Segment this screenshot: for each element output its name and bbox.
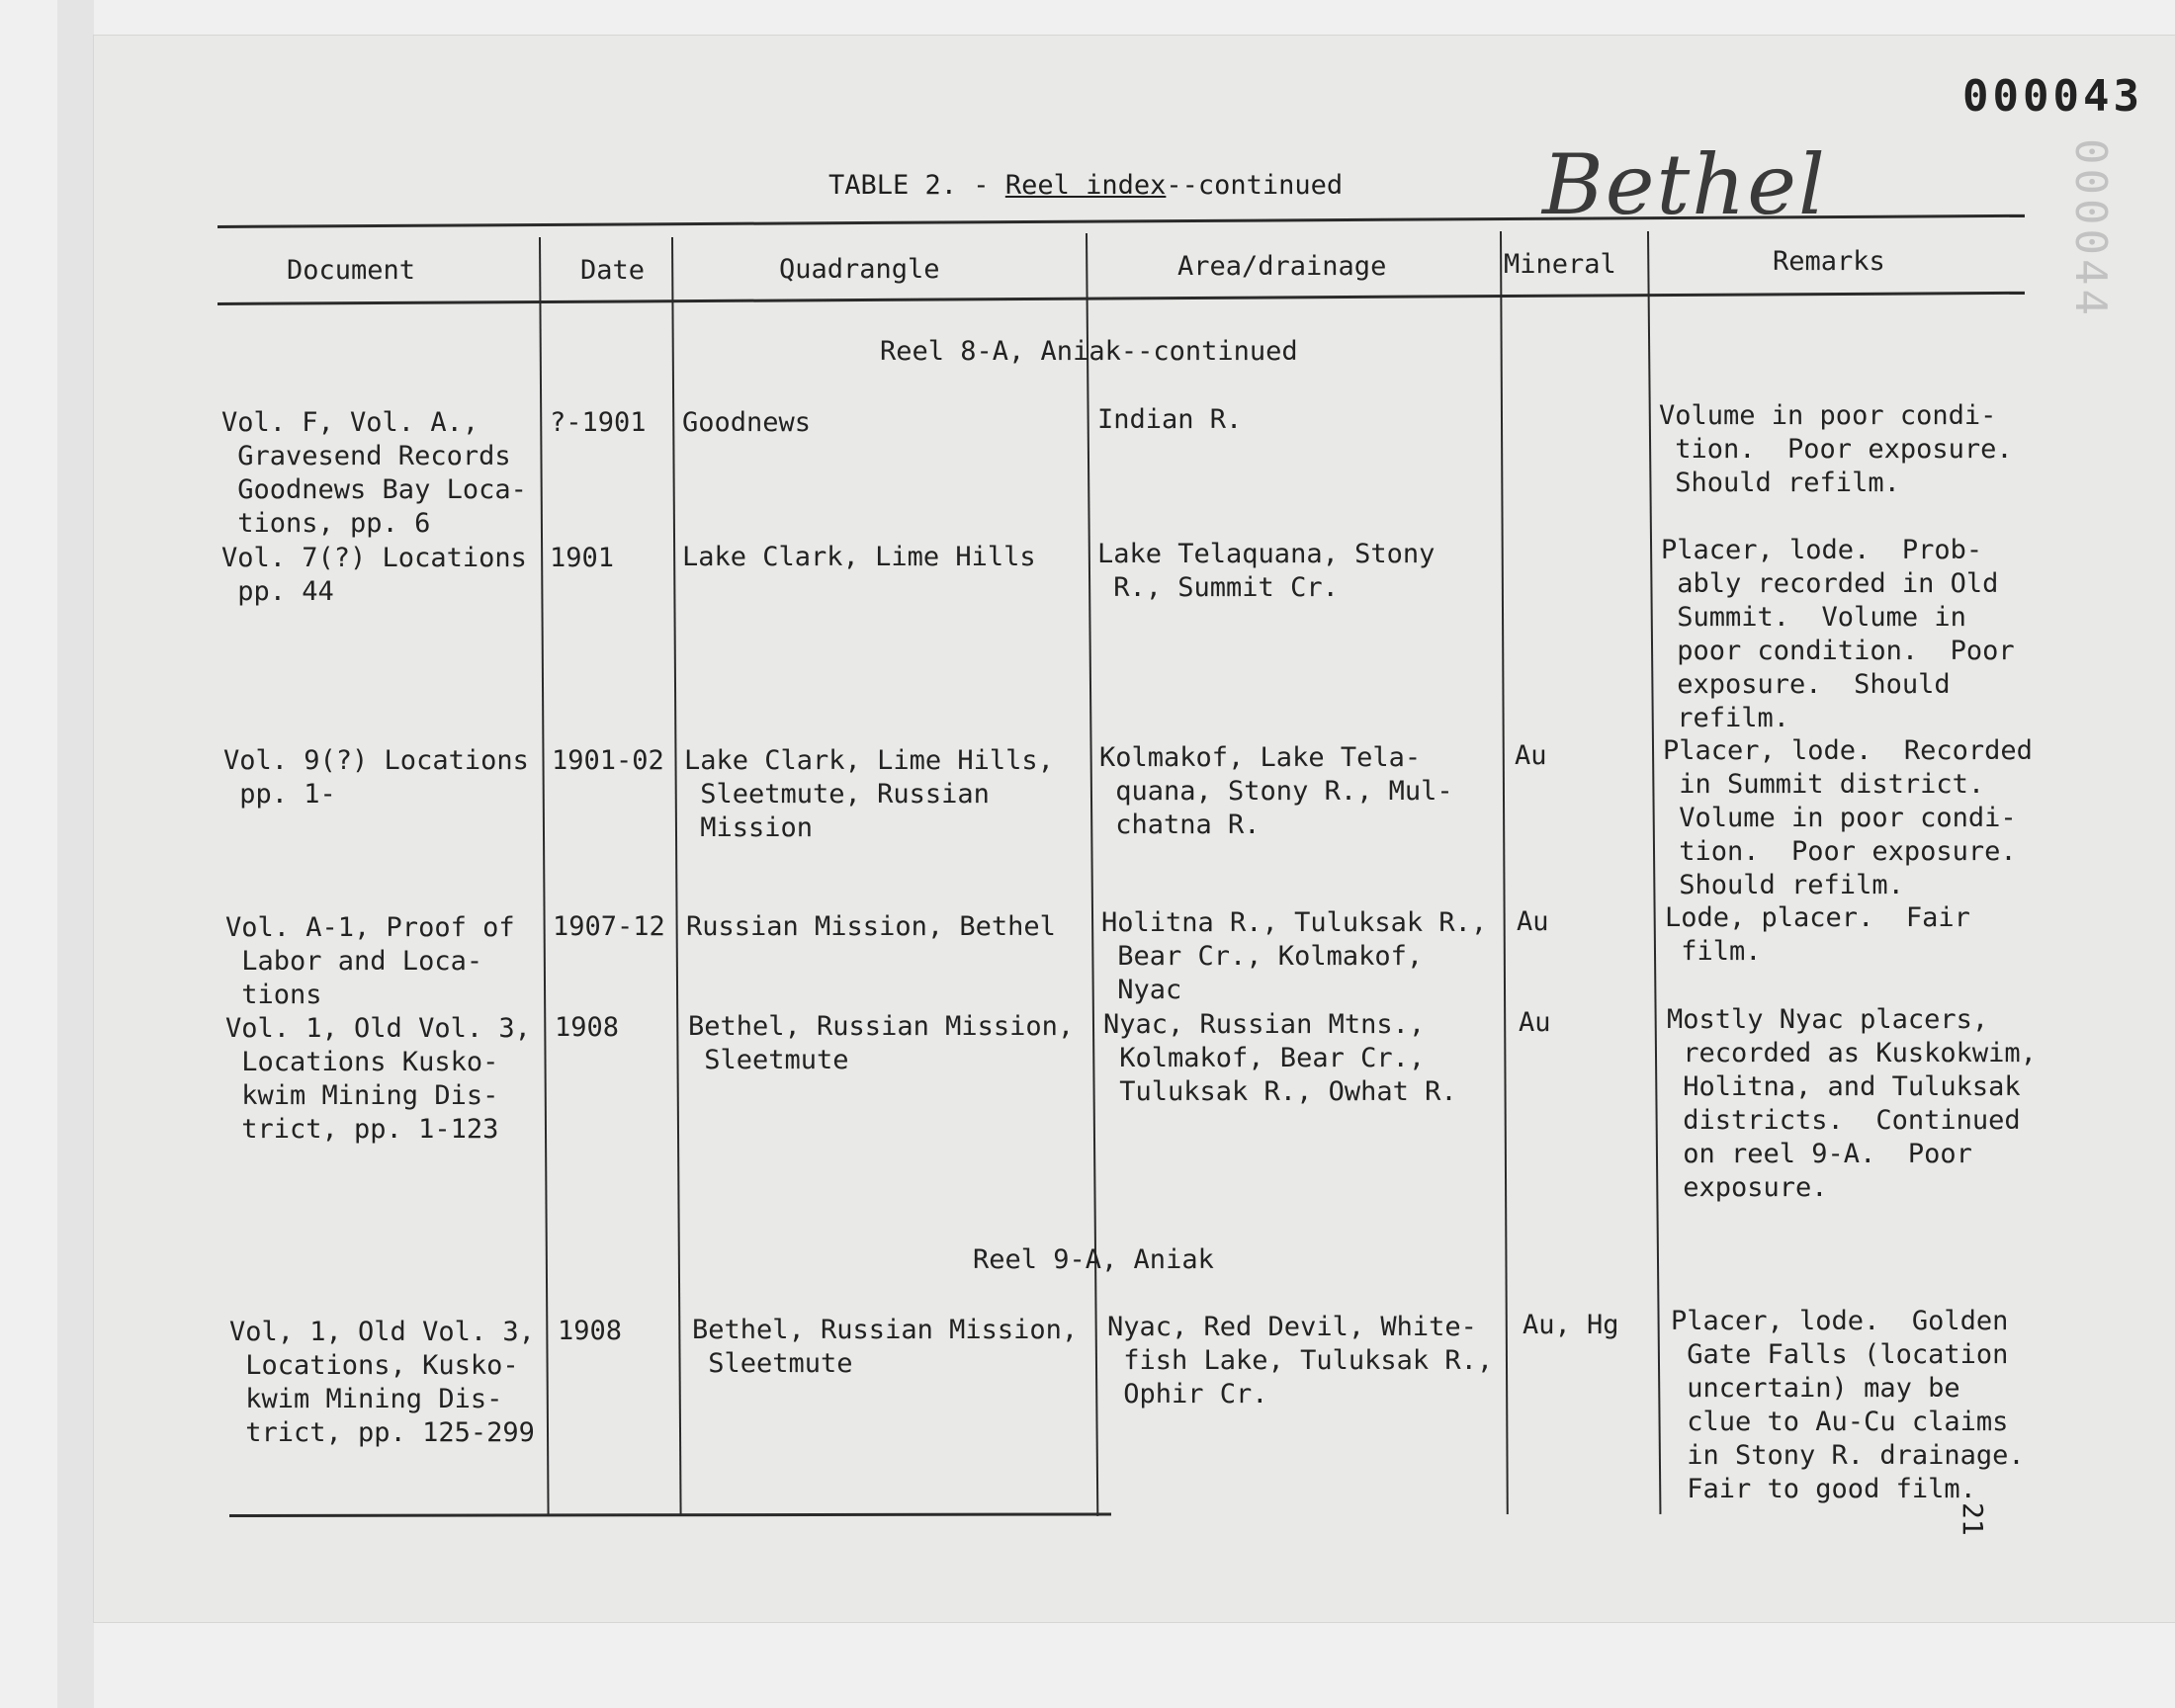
- archive-stamp-number: 000043: [1962, 71, 2143, 122]
- cell-quadrangle: Bethel, Russian Mission, Sleetmute: [688, 1011, 1075, 1075]
- cell-date: 1901-02: [552, 745, 664, 776]
- cell-quadrangle: Lake Clark, Lime Hills, Sleetmute, Russian Mission: [684, 745, 1054, 843]
- cell-remarks: Lode, placer. Fair film.: [1665, 902, 1970, 967]
- scan-edge: [57, 0, 94, 1708]
- cell-quadrangle: Russian Mission, Bethel: [686, 911, 1056, 942]
- header-document: Document: [287, 255, 416, 286]
- header-quadrangle: Quadrangle: [779, 254, 940, 285]
- faded-stamp-number: 000044: [2065, 138, 2116, 319]
- page-number: 21: [1957, 1502, 1989, 1536]
- cell-area: Nyac, Red Devil, White- fish Lake, Tuluksak R., Ophir Cr.: [1107, 1312, 1494, 1409]
- cell-quadrangle: Lake Clark, Lime Hills: [682, 542, 1036, 572]
- cell-mineral: Au: [1519, 1007, 1551, 1038]
- cell-document: Vol. 1, Old Vol. 3, Locations Kusko- kwim Mining Dis- trict, pp. 1-123: [225, 1013, 531, 1145]
- section-label: Reel 8-A, Aniak--continued: [880, 336, 1298, 367]
- cell-date: 1908: [558, 1316, 623, 1346]
- cell-remarks: Placer, lode. Prob- ably recorded in Old Summit. Volume in poor condition. Poor exposure. Should refilm.: [1661, 535, 2015, 733]
- header-remarks: Remarks: [1773, 246, 1885, 277]
- table-title-suffix: --continued: [1166, 170, 1344, 201]
- cell-date: 1901: [550, 543, 615, 573]
- cell-remarks: Placer, lode. Recorded in Summit district. Volume in poor condi- tion. Poor exposure. Should refilm.: [1663, 735, 2033, 900]
- header-mineral: Mineral: [1504, 249, 1616, 280]
- header-date: Date: [580, 255, 646, 286]
- cell-date: 1907-12: [553, 911, 665, 942]
- cell-remarks: Volume in poor condi- tion. Poor exposure. Should refilm.: [1659, 400, 2013, 498]
- cell-area: Kolmakof, Lake Tela- quana, Stony R., Mul- chatna R.: [1099, 742, 1453, 840]
- cell-document: Vol, 1, Old Vol. 3, Locations, Kusko- kwim Mining Dis- trict, pp. 125-299: [229, 1317, 535, 1448]
- cell-date: 1908: [555, 1012, 620, 1043]
- cell-document: Vol. F, Vol. A., Gravesend Records Goodnews Bay Loca- tions, pp. 6: [221, 407, 527, 539]
- table-title: [828, 170, 1343, 201]
- cell-remarks: Placer, lode. Golden Gate Falls (location uncertain) may be clue to Au-Cu claims in Stony R. drainage. Fair to good film.: [1671, 1306, 2025, 1504]
- cell-quadrangle: Bethel, Russian Mission, Sleetmute: [692, 1315, 1079, 1379]
- cell-mineral: Au: [1517, 906, 1549, 937]
- cell-remarks: Mostly Nyac placers, recorded as Kuskokwim, Holitna, and Tuluksak districts. Continued on reel 9-A. Poor exposure.: [1667, 1004, 2037, 1203]
- cell-document: Vol. 7(?) Locations pp. 44: [221, 543, 527, 607]
- cell-mineral: Au: [1515, 740, 1547, 771]
- table-title-prefix: TABLE 2. -: [828, 170, 1005, 201]
- cell-mineral: Au, Hg: [1522, 1310, 1619, 1340]
- cell-area: Holitna R., Tuluksak R., Bear Cr., Kolmakof, Nyac: [1101, 907, 1488, 1005]
- cell-area: Indian R.: [1097, 404, 1243, 435]
- handwritten-note: Bethel: [1542, 136, 1827, 233]
- table-title-underlined: Reel index: [1004, 170, 1167, 201]
- cell-document: Vol. A-1, Proof of Labor and Loca- tions: [225, 912, 515, 1010]
- cell-quadrangle: Goodnews: [682, 407, 812, 438]
- cell-area: Lake Telaquana, Stony R., Summit Cr.: [1097, 539, 1436, 603]
- cell-date: ?-1901: [550, 407, 647, 438]
- header-area: Area/drainage: [1177, 251, 1387, 282]
- cell-document: Vol. 9(?) Locations pp. 1-: [223, 745, 529, 810]
- section-label: Reel 9-A, Aniak: [973, 1244, 1214, 1275]
- cell-area: Nyac, Russian Mtns., Kolmakof, Bear Cr., Tuluksak R., Owhat R.: [1103, 1009, 1457, 1107]
